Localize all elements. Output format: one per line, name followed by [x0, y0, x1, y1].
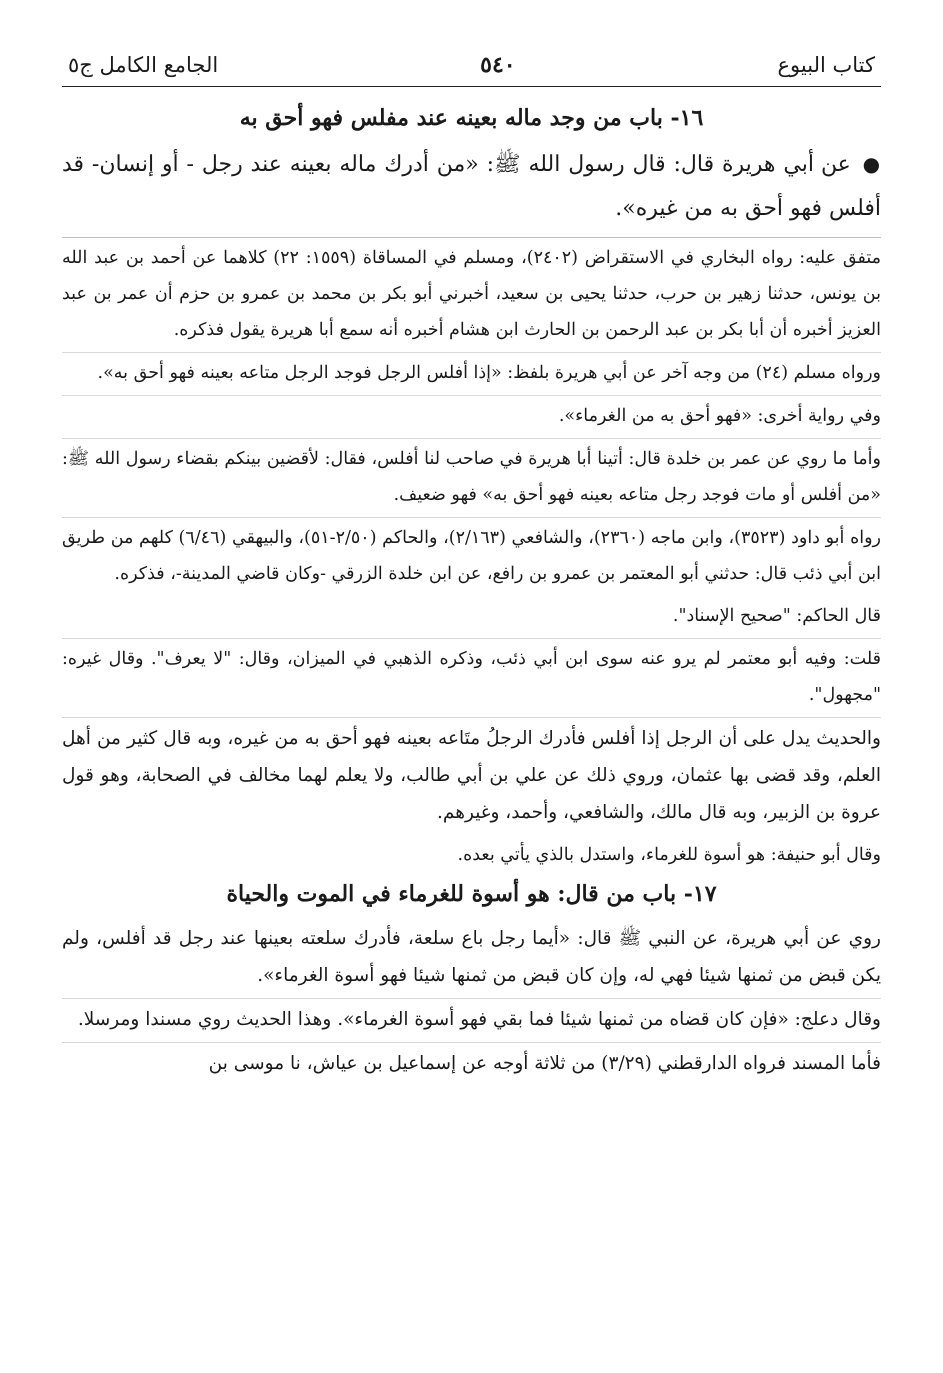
commentary-paragraph: قلت: وفيه أبو معتمر لم يرو عنه سوى ابن أبي ذئب، وذكره الذهبي في الميزان، وقال: "لا يعرف". وقال غيره: "مجهول". [62, 638, 881, 713]
commentary-paragraph: رواه أبو داود (٣٥٢٣)، وابن ماجه (٢٣٦٠)، والشافعي (٢/١٦٣)، والحاكم (٢/٥٠-٥١)، والبيهقي (٦/٤٦) كلهم من طريق ابن أبي ذئب قال: حدثني أبو المعتمر بن عمرو بن رافع، عن ابن خلدة الزرقي -وكان قاضي المدينة-، فذكره. [62, 517, 881, 592]
book-chapter-title: كتاب البيوع [777, 53, 875, 77]
commentary-paragraph: روي عن أبي هريرة، عن النبي ﷺ قال: «أيما رجل باع سلعة، فأدرك سلعته بعينها عند رجل قد أفلس، ولم يكن قبض من ثمنها شيئا فهي له، وإن كان قبض من ثمنها شيئا فهو أسوة الغرماء». [62, 928, 881, 987]
book-volume-title: الجامع الكامل ج٥ [68, 53, 219, 77]
bullet-icon: ● [862, 152, 881, 177]
commentary-paragraph: فأما المسند فرواه الدارقطني (٣/٢٩) من ثلاثة أوجه عن إسماعيل بن عياش، نا موسى بن [62, 1042, 881, 1082]
commentary-paragraph: والحديث يدل على أن الرجل إذا أفلس فأدرك الرجلُ متَاعه بعينه فهو أحق به من غيره، وبه قال كثير من أهل العلم، وقد قضى بها عثمان، وروي ذلك عن علي بن أبي طالب، ولا يعلم لهما مخالف في الصحابة، وهو قول عروة بن الزبير، وبه قال مالك، والشافعي، وأحمد، وغيرهم. [62, 717, 881, 831]
commentary-paragraph: وفي رواية أخرى: «فهو أحق به من الغرماء». [62, 395, 881, 434]
commentary-paragraph: وقال دعلج: «فإن كان قضاه من ثمنها شيئا فما بقي فهو أسوة الغرماء». وهذا الحديث روي مسندا ومرسلا. [62, 998, 881, 1038]
commentary-paragraph: ورواه مسلم (٢٤) من وجه آخر عن أبي هريرة بلفظ: «إذا أفلس الرجل فوجد الرجل متاعه بعينه فهو أحق به». [62, 352, 881, 391]
section-16-title: ١٦- باب من وجد ماله بعينه عند مفلس فهو أحق به [239, 105, 704, 131]
hadith-body: عن أبي هريرة قال: قال رسول الله ﷺ: «من أدرك ماله بعينه عند رجل - أو إنسان- قد أفلس فهو أحق به من غيره». [62, 152, 881, 222]
hadith-text [62, 142, 881, 231]
page-number: ٥٤٠ [480, 52, 516, 78]
takhrij-paragraph: متفق عليه: رواه البخاري في الاستقراض (٢٤٠٢)، ومسلم في المساقاة (١٥٥٩: ٢٢) كلاهما عن أحمد بن عبد الله بن يونس، حدثنا زهير بن حرب، حدثنا يحيى بن سعيد، أخبرني أبو بكر بن محمد بن عمرو بن حزم أن عمر بن عبد العزيز أخبره أن أبا بكر بن عبد الرحمن بن الحارث ابن هشام أخبره أنه سمع أبا هريرة يقول فذكره. [62, 237, 881, 348]
commentary-paragraph: قال الحاكم: "صحيح الإسناد". [672, 606, 881, 627]
commentary-paragraph: وأما ما روي عن عمر بن خلدة قال: أتينا أبا هريرة في صاحب لنا أفلس، فقال: لأقضين بينكم بقضاء رسول الله ﷺ: «من أفلس أو مات فوجد رجل متاعه بعينه فهو أحق به» فهو ضعيف. [62, 438, 881, 513]
book-page [62, 52, 881, 1086]
commentary-paragraph: وقال أبو حنيفة: هو أسوة للغرماء، واستدل بالذي يأتي بعده. [457, 845, 881, 866]
page-header [62, 52, 881, 87]
section-17-title: ١٧- باب من قال: هو أسوة للغرماء في الموت والحياة [226, 881, 717, 908]
